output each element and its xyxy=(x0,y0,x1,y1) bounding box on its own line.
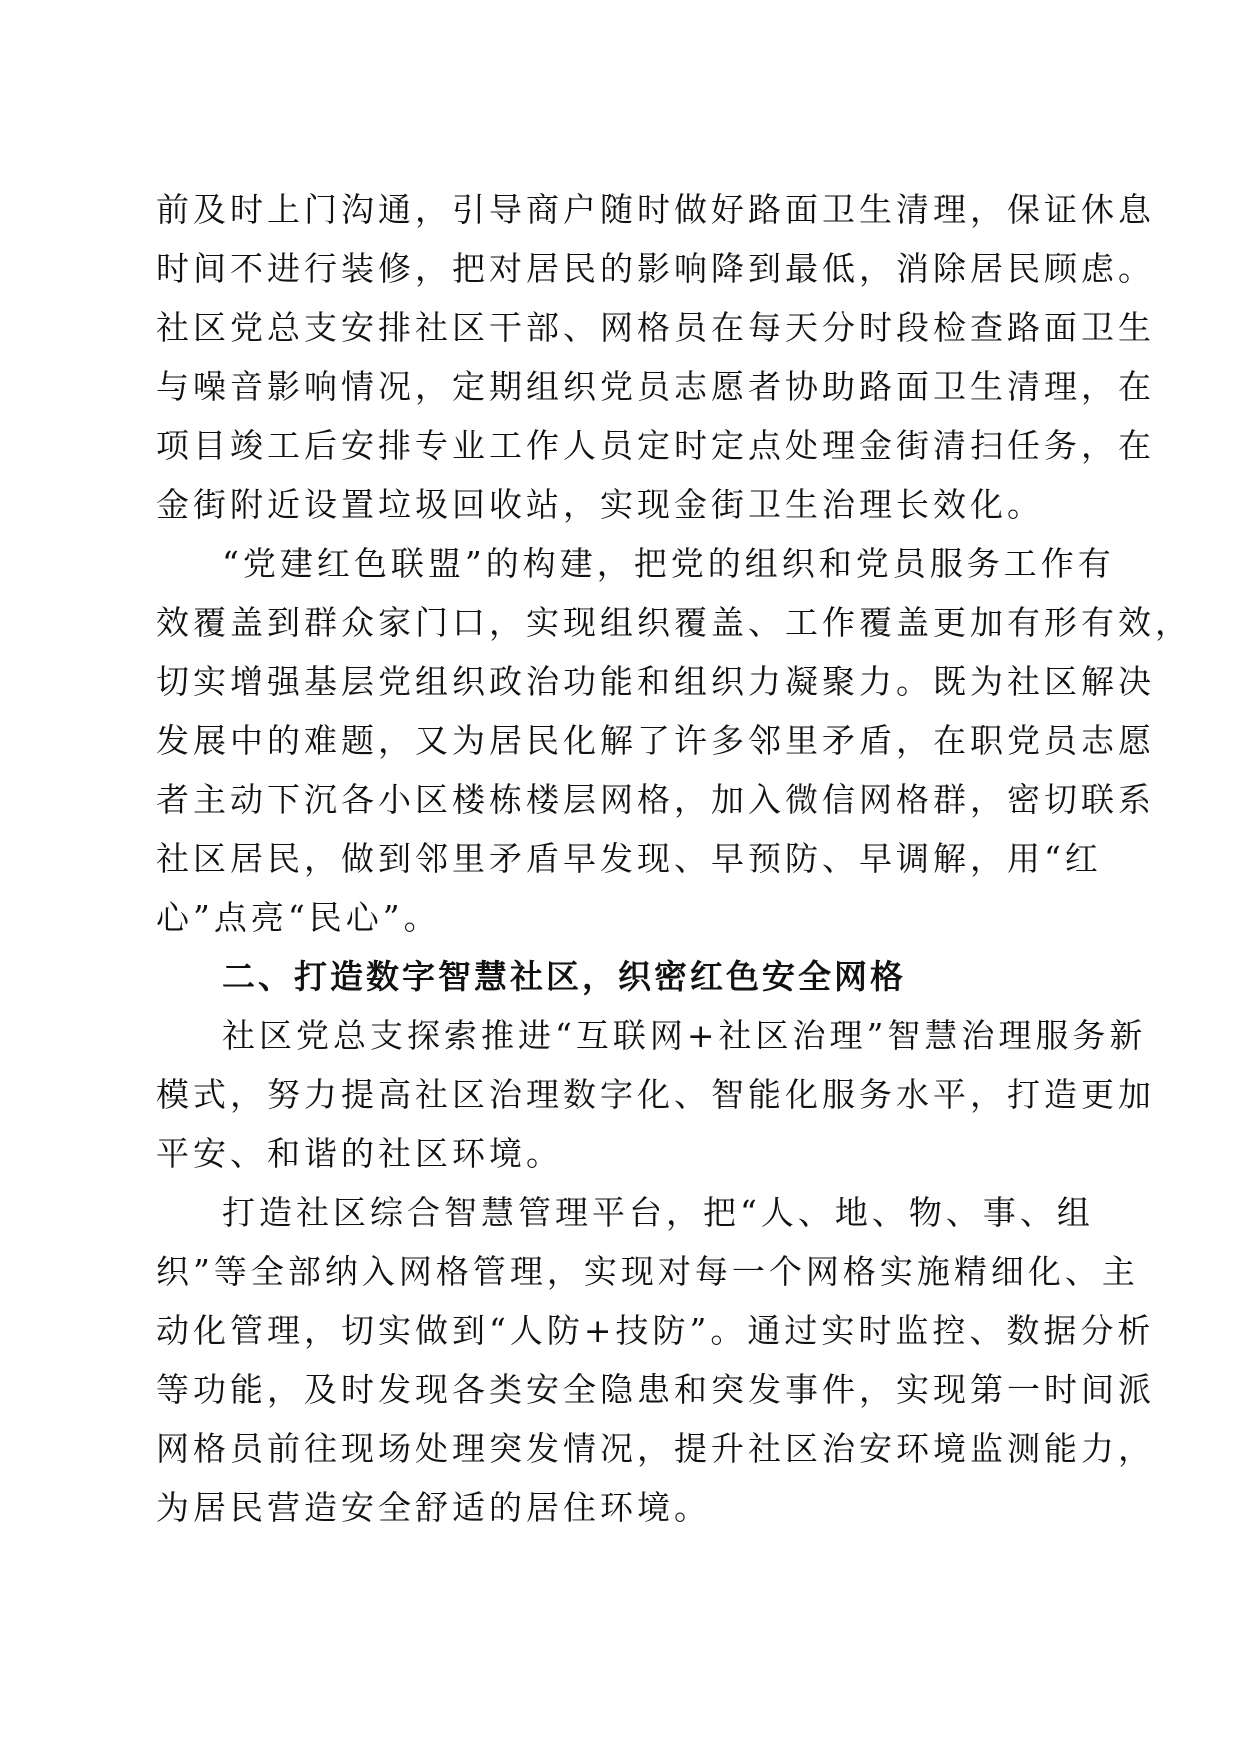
text-line: 社区居民，做到邻里矛盾早发现、早预防、早调解，用“红 xyxy=(156,839,1102,878)
text-line: 发展中的难题，又为居民化解了许多邻里矛盾，在职党员志愿 xyxy=(156,721,1155,760)
text-line: 时间不进行装修，把对居民的影响降到最低，消除居民顾虑。 xyxy=(156,249,1155,288)
text-line: 社区党总支安排社区干部、网格员在每天分时段检查路面卫生 xyxy=(156,308,1155,347)
text-line: 前及时上门沟通，引导商户随时做好路面卫生清理，保证休息 xyxy=(156,190,1155,229)
section-heading xyxy=(156,947,1080,1006)
text-line: 效覆盖到群众家门口，实现组织覆盖、工作覆盖更加有形有效， xyxy=(156,603,1192,642)
paragraph-4 xyxy=(156,1183,1155,1537)
text-line: 织”等全部纳入网格管理，实现对每一个网格实施精细化、主 xyxy=(156,1252,1139,1291)
text-line: 等功能，及时发现各类安全隐患和突发事件，实现第一时间派 xyxy=(156,1370,1155,1409)
text-line: 网格员前往现场处理突发情况，提升社区治安环境监测能力， xyxy=(156,1429,1155,1468)
text-line: 模式，努力提高社区治理数字化、智能化服务水平，打造更加 xyxy=(156,1075,1155,1114)
text-line: 心”点亮“民心”。 xyxy=(156,898,441,937)
text-line: 打造社区综合智慧管理平台，把“人、地、物、事、组 xyxy=(222,1193,1094,1232)
text-line: 者主动下沉各小区楼栋楼层网格，加入微信网格群，密切联系 xyxy=(156,780,1155,819)
text-line: 切实增强基层党组织政治功能和组织力凝聚力。既为社区解决 xyxy=(156,662,1155,701)
document-body xyxy=(156,180,1192,1537)
text-line: 为居民营造安全舒适的居住环境。 xyxy=(156,1488,711,1527)
paragraph-1 xyxy=(156,180,1155,534)
text-line: 金街附近设置垃圾回收站，实现金街卫生治理长效化。 xyxy=(156,485,1044,524)
text-line: 动化管理，切实做到“人防+技防”。通过实时监控、数据分析 xyxy=(156,1311,1155,1350)
text-line: 社区党总支探索推进“互联网+社区治理”智慧治理服务新 xyxy=(222,1016,1147,1055)
text-line: 项目竣工后安排专业工作人员定时定点处理金街清扫任务，在 xyxy=(156,426,1155,465)
paragraph-3 xyxy=(156,1006,1155,1183)
heading-text: 二、打造数字智慧社区，织密红色安全网格 xyxy=(222,957,906,996)
text-line: 与噪音影响情况，定期组织党员志愿者协助路面卫生清理，在 xyxy=(156,367,1155,406)
text-line: “党建红色联盟”的构建，把党的组织和党员服务工作有 xyxy=(222,544,1115,583)
paragraph-2 xyxy=(156,534,1192,947)
text-line: 平安、和谐的社区环境。 xyxy=(156,1134,563,1173)
